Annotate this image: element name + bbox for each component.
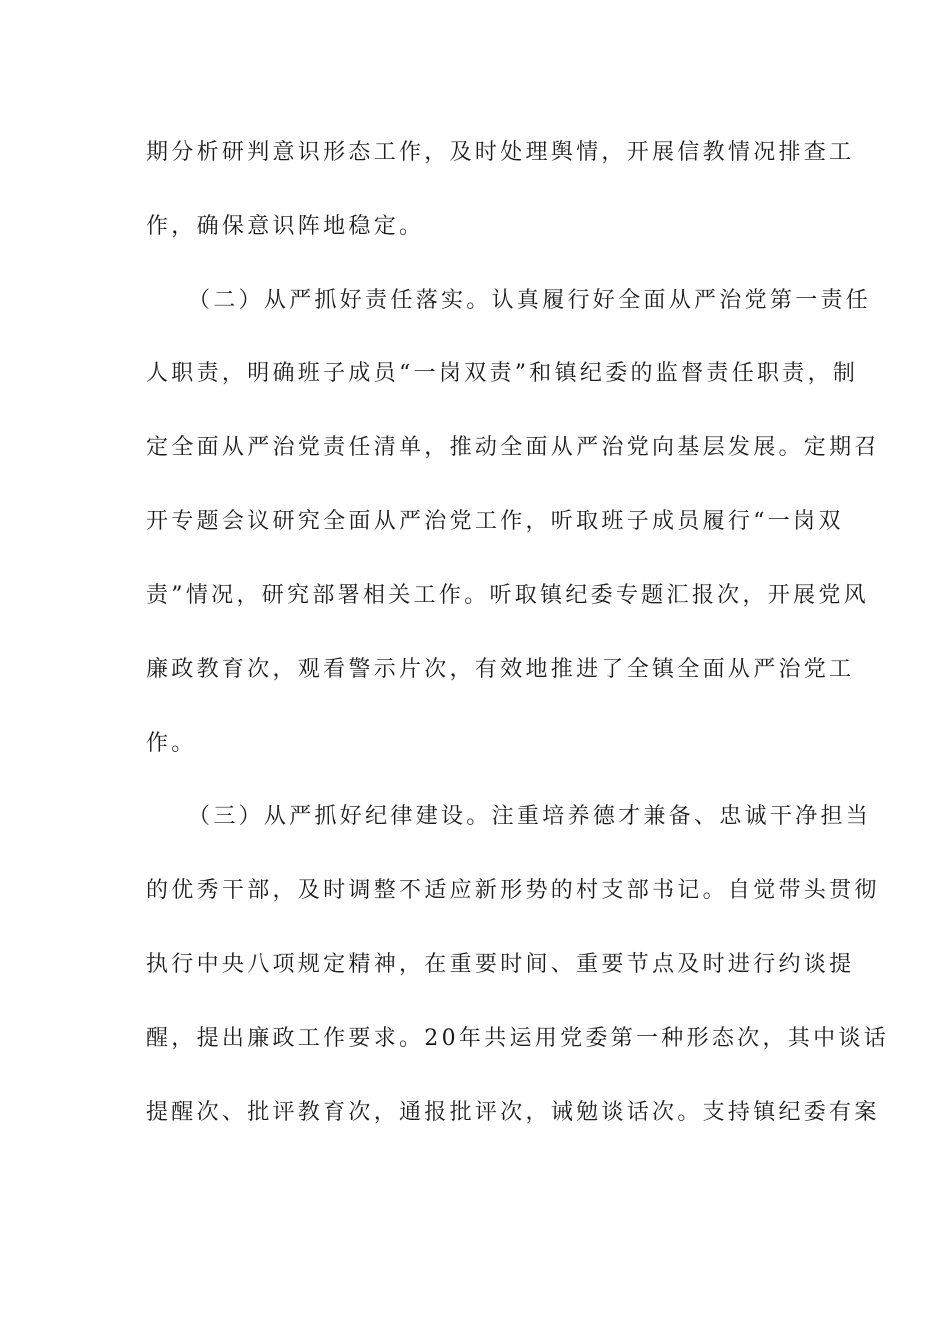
text-line: 作，确保意识阵地稳定。 bbox=[146, 214, 425, 239]
section-heading-line: （三）从严抓好纪律建设。注重培养德才兼备、忠诚干净担当 bbox=[188, 804, 872, 829]
text-line: 执行中央八项规定精神，在重要时间、重要节点及时进行约谈提 bbox=[146, 952, 855, 977]
text-line: 人职责，明确班子成员“一岗双责”和镇纪委的监督责任职责，制 bbox=[146, 361, 859, 386]
text-line: 期分析研判意识形态工作，及时处理舆情，开展信教情况排查工 bbox=[146, 140, 855, 165]
text-line: 责”情况，研究部署相关工作。听取镇纪委专题汇报次，开展党风 bbox=[146, 583, 869, 608]
section-heading-line: （二）从严抓好责任落实。认真履行好全面从严治党第一责任 bbox=[188, 288, 872, 313]
text-line: 廉政教育次，观看警示片次，有效地推进了全镇全面从严治党工 bbox=[146, 657, 855, 682]
text-line: 的优秀干部，及时调整不适应新形势的村支部书记。自觉带头贯彻 bbox=[146, 878, 880, 903]
text-line: 醒，提出廉政工作要求。20年共运用党委第一种形态次，其中谈话 bbox=[146, 1026, 889, 1051]
text-line: 开专题会议研究全面从严治党工作，听取班子成员履行“一岗双 bbox=[146, 509, 844, 534]
text-line: 定全面从严治党责任清单，推动全面从严治党向基层发展。定期召 bbox=[146, 435, 880, 460]
text-line: 提醒次、批评教育次，通报批评次，诫勉谈话次。支持镇纪委有案 bbox=[146, 1100, 880, 1125]
text-line: 作。 bbox=[146, 731, 197, 756]
